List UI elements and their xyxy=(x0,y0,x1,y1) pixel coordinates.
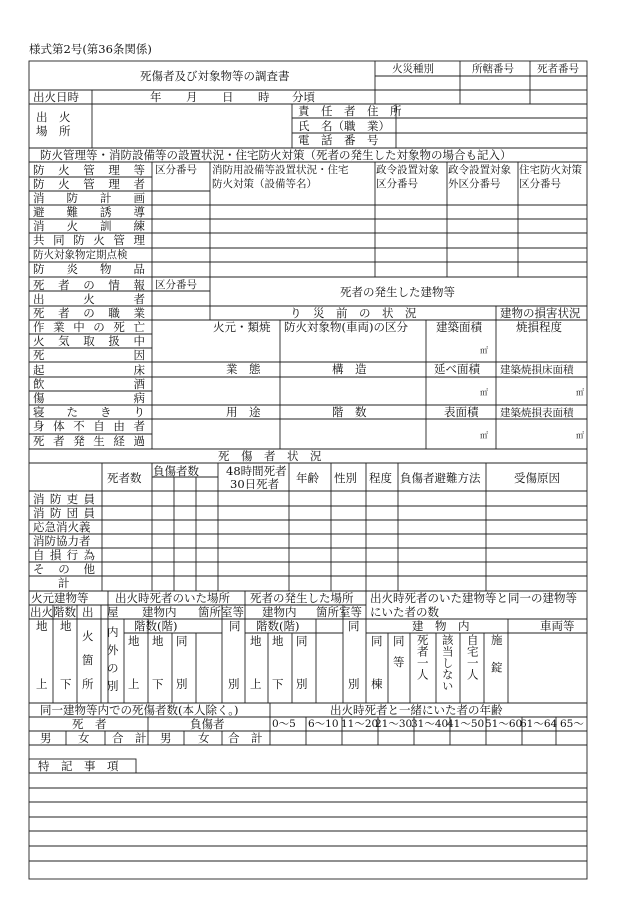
floors-label: 階 数 xyxy=(332,405,367,419)
same-bldg-label: 同 xyxy=(371,634,383,648)
home-measure-label-1: 住宅防火対策 xyxy=(519,164,582,176)
phone-label: 電 話 番 号 xyxy=(298,133,379,147)
place-label-2: 場 所 xyxy=(36,124,71,138)
year-label: 年 xyxy=(150,90,162,104)
victim-info-item: 作 業 中 の 死 亡 xyxy=(33,320,145,334)
fire-prevention-item: 防 火 管 理 者 xyxy=(33,177,145,191)
in-out-3: の xyxy=(107,661,119,675)
structure-label: 構 造 xyxy=(332,362,367,376)
fire-spot-top: 出 xyxy=(82,605,94,619)
floor-ug-2: 地 xyxy=(250,634,262,648)
death-location-label: 死者の発生した場所 xyxy=(250,591,354,605)
unit-label-1: ㎡ xyxy=(480,346,488,355)
object-class-label: 防火対象物(車両)の区分 xyxy=(284,320,408,334)
casualties-heading: 死 傷 者 状 況 xyxy=(218,449,322,463)
equipment-label-2: 防火対策（設備等名） xyxy=(212,178,317,190)
dead-one-text: 死者一人 xyxy=(415,634,430,680)
same-building-count-heading: 同一建物等内での死傷者数(本人除く。) xyxy=(40,703,239,717)
casualty-row-label: そ の 他 xyxy=(33,562,95,576)
male-label-2: 男 xyxy=(160,731,172,745)
age-range-label: 31～40 xyxy=(411,718,449,730)
at-fire-location-label: 出火時死者のいた場所 xyxy=(115,591,230,605)
unit-label-5: ㎡ xyxy=(576,431,584,440)
casualty-row-label: 計 xyxy=(58,576,70,590)
fire-prevention-item: 防火対象物定期点検 xyxy=(33,249,128,261)
burnt-surface-area-label: 建築焼損表面積 xyxy=(500,407,574,419)
female-label-2: 女 xyxy=(198,731,210,745)
fire-type-label: 火災種別 xyxy=(392,63,434,75)
burnt-degree-label: 焼損程度 xyxy=(516,320,562,334)
room-label-2: 箇所室等 xyxy=(316,605,362,619)
casualty-row-label: 消防協力者 xyxy=(33,534,91,548)
lock-text: 施錠 xyxy=(489,634,504,689)
responsible-address-label: 責 任 者 住 所 xyxy=(298,104,402,118)
ordinance-label-2: 区分番号 xyxy=(376,178,418,190)
lock-label xyxy=(489,634,503,689)
month-label: 月 xyxy=(186,90,198,104)
victim-info-item: 寝 た き り xyxy=(33,405,145,419)
total-area-label: 延べ面積 xyxy=(434,362,480,376)
male-label-1: 男 xyxy=(40,731,52,745)
in-building-label-2: 建物内 xyxy=(262,605,297,619)
jurisdiction-no-label: 所轄番号 xyxy=(472,63,514,75)
in-building-label-1: 建物内 xyxy=(142,605,177,619)
casualty-row-label: 消 防 吏 員 xyxy=(33,492,95,506)
name-occupation-label: 氏 名（職 業） xyxy=(298,119,390,133)
total-label-1: 合 計 xyxy=(112,731,147,745)
victim-info-item: 飲 酒 xyxy=(33,377,145,391)
fire-spot-4: 所 xyxy=(82,677,94,691)
use-label: 用 途 xyxy=(226,405,261,419)
floor-area-label: 建築面積 xyxy=(436,320,482,334)
floor-lower-1: 下 xyxy=(152,677,164,691)
origin-building-label: 火元建物等 xyxy=(31,591,89,605)
floor-g-1: 地 xyxy=(152,634,164,648)
in-out-1: 内 xyxy=(107,625,119,639)
deaths-label: 死者数 xyxy=(107,471,142,485)
age-range-label: 11～20 xyxy=(341,718,379,730)
surface-area-label: 表面積 xyxy=(444,405,479,419)
home-one-text: 自宅一人 xyxy=(465,634,480,680)
death-label: 死 者 xyxy=(72,717,107,731)
age-heading: 出火時死者と一緒にいた者の年齢 xyxy=(330,703,503,717)
in-out-0: 屋 xyxy=(107,605,119,619)
form-number: 様式第2号(第36条関係) xyxy=(29,42,152,56)
floor-upper-2: 上 xyxy=(250,677,262,691)
unit-label-2: ㎡ xyxy=(480,388,488,397)
underground-label: 地 xyxy=(36,619,48,633)
age-range-label: 6～10 xyxy=(308,718,339,730)
ordinance-label-1: 政令設置対象 xyxy=(376,164,439,176)
fire-prevention-item: 防 炎 物 品 xyxy=(33,262,145,276)
source-label: 火元・類焼 xyxy=(213,320,271,334)
cause-label: 受傷原因 xyxy=(514,471,560,485)
fire-prevention-item: 共 同 防 火 管 理 xyxy=(33,233,145,247)
casualty-row-label: 消 防 団 員 xyxy=(33,506,95,520)
death-48h-label: 48時間死者 xyxy=(226,464,287,478)
victim-info-item: 身 体 不 自 由 者 xyxy=(33,419,145,433)
same-building-label-2: にいた者の数 xyxy=(370,605,439,619)
victim-no-label: 死者番号 xyxy=(537,63,579,75)
hour-label: 時 xyxy=(258,90,270,104)
female-label-1: 女 xyxy=(78,731,90,745)
floor-g-2: 地 xyxy=(272,634,284,648)
room-sep-2: 別 xyxy=(348,677,360,691)
business-label: 業 態 xyxy=(226,362,261,376)
victim-info-item: 死 者 の 職 業 xyxy=(33,306,145,320)
building-heading: 死者の発生した建物等 xyxy=(340,285,455,299)
floor-same-2: 同 xyxy=(296,634,308,648)
injured-label: 負傷者数 xyxy=(153,464,199,478)
room-label-1: 箇所室等 xyxy=(198,605,244,619)
ground-label: 地 xyxy=(60,619,72,633)
victim-category-label: 区分番号 xyxy=(155,279,197,291)
sex-label: 性別 xyxy=(334,471,357,485)
not-applicable-label xyxy=(440,634,454,692)
outbreak-datetime-label: 出火日時 xyxy=(33,90,79,104)
casualty-row-label: 応急消火義 xyxy=(33,520,91,534)
day-label: 日 xyxy=(222,90,234,104)
pre-fire-state-label: り 災 前 の 状 況 xyxy=(290,306,417,320)
unit-label-4: ㎡ xyxy=(480,431,488,440)
equipment-label-1: 消防用設備等設置状況・住宅 xyxy=(212,164,349,176)
fire-prevention-heading: 防火管理等・消防設備等の設置状況・住宅防火対策（死者の発生した対象物の場合も記入） xyxy=(40,148,512,162)
victim-info-item: 傷 病 xyxy=(33,391,145,405)
vehicle-label: 車両等 xyxy=(540,619,575,633)
home-measure-label-2: 区分番号 xyxy=(519,178,561,190)
victim-info-item: 死 者 発 生 経 過 xyxy=(33,434,145,448)
unit-label-3: ㎡ xyxy=(576,388,584,397)
death-30d-label: 30日死者 xyxy=(230,477,280,491)
form-title: 死傷者及び対象物等の調査書 xyxy=(140,69,290,83)
same-building-label-1: 出火時死者のいた建物等と同一の建物等 xyxy=(370,591,577,605)
fire-spot-2: 火 xyxy=(82,629,94,643)
victim-info-item: 火 気 取 扱 中 xyxy=(33,334,145,348)
floor-sep-1: 別 xyxy=(176,677,188,691)
fire-prevention-item: 消 火 訓 練 xyxy=(33,219,145,233)
same-room-top: 同 xyxy=(393,634,405,648)
age-range-label: 41～50 xyxy=(447,718,485,730)
total-label-2: 合 計 xyxy=(228,731,263,745)
age-range-label: 61～64 xyxy=(520,718,558,730)
age-label: 年齢 xyxy=(296,471,319,485)
lower-label: 下 xyxy=(60,677,72,691)
minute-label: 分頃 xyxy=(292,90,315,104)
fire-spot-3: 箇 xyxy=(82,653,94,667)
floor-ug-1: 地 xyxy=(128,634,140,648)
casualty-row-label: 自 損 行 為 xyxy=(33,548,95,562)
floor-count-label-1: 階数(階) xyxy=(134,619,178,633)
burnt-floor-area-label: 建築焼損床面積 xyxy=(500,364,574,376)
age-range-label: 51～60 xyxy=(485,718,523,730)
home-one-label xyxy=(465,634,479,680)
same-room-label-1: 同 xyxy=(229,619,241,633)
damage-state-label: 建物の損害状況 xyxy=(500,306,581,320)
non-ordinance-label-1: 政令設置対象 xyxy=(448,164,511,176)
floor-upper-1: 上 xyxy=(128,677,140,691)
fire-prevention-item: 避 難 誘 導 xyxy=(33,205,145,219)
floor-lower-2: 下 xyxy=(272,677,284,691)
room-sep-1: 別 xyxy=(228,677,240,691)
upper-label: 上 xyxy=(36,677,48,691)
fire-prevention-item: 防 火 管 理 等 xyxy=(33,163,145,177)
same-room-label-2: 同 xyxy=(348,619,360,633)
in-out-2: 外 xyxy=(107,643,119,657)
category-no-label: 区分番号 xyxy=(155,164,197,176)
victim-info-item: 起 床 xyxy=(33,363,145,377)
victim-info-label: 死 者 の 情 報 xyxy=(33,278,145,292)
place-label-1: 出 火 xyxy=(36,110,71,124)
floor-count-label-2: 階数(階) xyxy=(256,619,300,633)
bldg-label: 棟 xyxy=(371,677,383,691)
age-range-label: 0～5 xyxy=(272,718,296,730)
victim-info-item: 出 火 者 xyxy=(33,292,145,306)
building-in-label: 建 物 内 xyxy=(412,619,470,633)
room-label: 等 xyxy=(393,655,405,669)
victim-info-item: 死 因 xyxy=(33,348,145,362)
injured-count-label: 負傷者 xyxy=(190,717,225,731)
evacuation-label: 負傷者避難方法 xyxy=(400,471,481,485)
not-applicable-text: 該当しない xyxy=(440,634,455,692)
notes-label: 特 記 事 項 xyxy=(38,759,119,773)
fire-floor-label: 出火階数 xyxy=(30,605,76,619)
non-ordinance-label-2: 外区分番号 xyxy=(448,178,501,190)
dead-one-label xyxy=(415,634,429,680)
degree-label: 程度 xyxy=(369,471,392,485)
age-range-label: 65～ xyxy=(560,718,584,730)
floor-sep-2: 別 xyxy=(296,677,308,691)
floor-same-1: 同 xyxy=(176,634,188,648)
fire-prevention-item: 消 防 計 画 xyxy=(33,191,145,205)
age-range-label: 21～30 xyxy=(375,718,413,730)
in-out-4: 別 xyxy=(107,679,119,693)
